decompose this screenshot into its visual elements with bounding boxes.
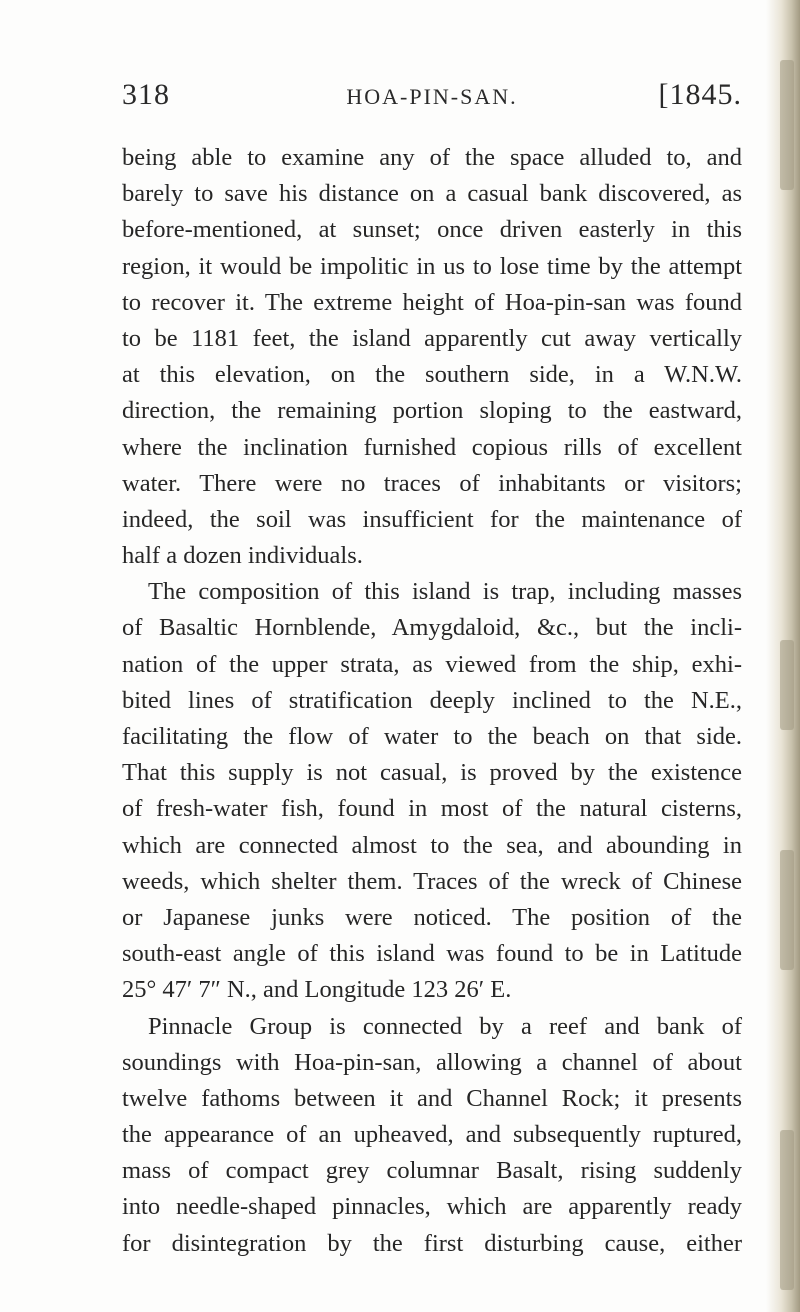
text-line: for disintegration by the first disturbing cause, either (122, 1229, 742, 1257)
text-line: water. There were no traces of inhabitants or visitors; (122, 469, 742, 497)
text-line: barely to save his distance on a casual bank discovered, as (122, 180, 742, 208)
text-line: of Basaltic Hornblende, Amygdaloid, &c., but the incli- (122, 614, 742, 642)
text-line: mass of compact grey columnar Basalt, rising suddenly (122, 1157, 742, 1185)
text-line: nation of the upper strata, as viewed from the ship, exhi- (122, 650, 742, 678)
text-line: before-mentioned, at sunset; once driven easterly in this (122, 216, 742, 244)
body-text (122, 140, 742, 1262)
running-title: HOA-PIN-SAN. (346, 84, 518, 109)
text-line: bited lines of stratification deeply inclined to the N.E., (122, 686, 742, 714)
text-line: the appearance of an upheaved, and subsequently ruptured, (122, 1121, 742, 1149)
text-line: That this supply is not casual, is proved by the existence (122, 759, 742, 787)
edge-stain (780, 60, 794, 190)
text-line: to be 1181 feet, the island apparently cut away vertically (122, 324, 742, 352)
text-line: 25° 47′ 7″ N., and Longitude 123 26′ E. (122, 976, 512, 1004)
text-line: at this elevation, on the southern side, in a W.N.W. (122, 361, 742, 389)
text-line: of fresh-water fish, found in most of the natural cisterns, (122, 795, 742, 823)
edge-stain (780, 1130, 794, 1290)
text-line: soundings with Hoa-pin-san, allowing a channel of about (122, 1048, 742, 1076)
page-edge-shadow (766, 0, 800, 1312)
text-line: to recover it. The extreme height of Hoa-pin-san was found (122, 288, 742, 316)
text-line: weeds, which shelter them. Traces of the wreck of Chinese (122, 867, 742, 895)
edge-stain (780, 640, 794, 730)
text-line: being able to examine any of the space alluded to, and (122, 144, 742, 171)
text-line: The composition of this island is trap, including masses (148, 578, 742, 606)
text-line: or Japanese junks were noticed. The position of the (122, 903, 742, 931)
text-line: twelve fathoms between it and Channel Rock; it presents (122, 1084, 742, 1112)
text-line: indeed, the soil was insufficient for the maintenance of (122, 505, 742, 533)
edge-stain (780, 850, 794, 970)
page-number: 318 (122, 78, 170, 111)
text-line: Pinnacle Group is connected by a reef and bank of (148, 1012, 742, 1040)
text-line: into needle-shaped pinnacles, which are apparently ready (122, 1193, 742, 1221)
text-line: half a dozen individuals. (122, 542, 363, 570)
text-line: where the inclination furnished copious rills of excellent (122, 433, 742, 461)
text-line: region, it would be impolitic in us to lose time by the attempt (122, 252, 742, 280)
text-line: facilitating the flow of water to the beach on that side. (122, 723, 742, 750)
text-line: south-east angle of this island was found to be in Latitude (122, 940, 742, 968)
text-line: direction, the remaining portion sloping to the eastward, (122, 397, 742, 425)
year-label: [1845. (658, 78, 742, 111)
text-line: which are connected almost to the sea, and abounding in (122, 831, 742, 859)
running-header (122, 78, 742, 118)
